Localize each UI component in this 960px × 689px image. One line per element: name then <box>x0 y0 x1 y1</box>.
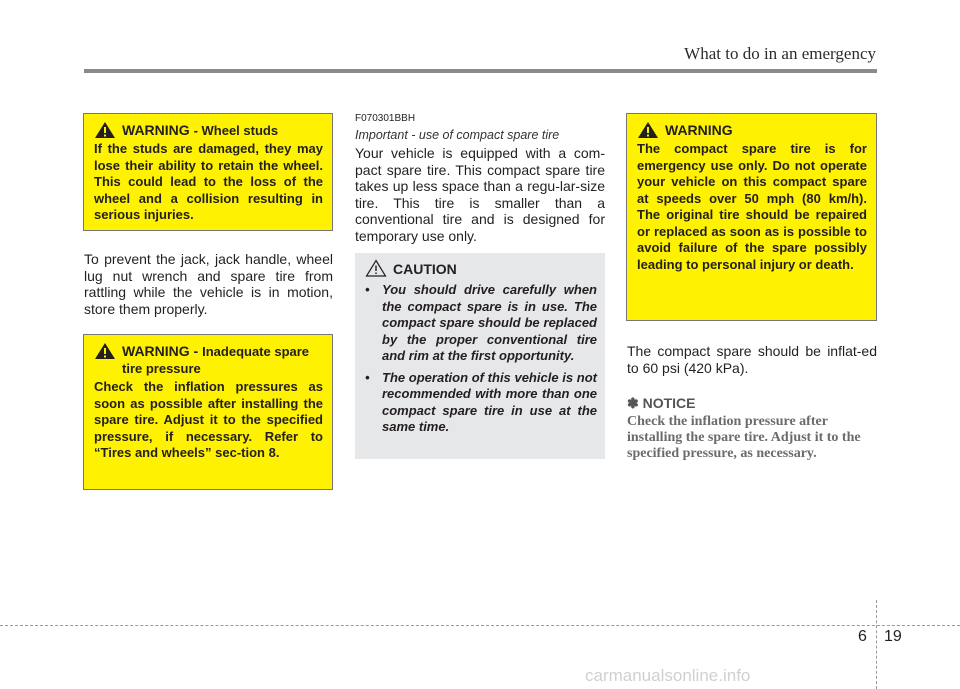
warning-label: WARNING <box>122 122 190 138</box>
warning-wheel-studs-box <box>83 113 333 231</box>
section-title: What to do in an emergency <box>684 44 876 63</box>
footer-rule <box>0 625 960 626</box>
caution-box <box>355 253 605 459</box>
warning-label: WARNING - <box>122 343 199 359</box>
warning-pressure-box <box>83 334 333 490</box>
page-number: 19 <box>884 628 902 645</box>
warning-title-row <box>94 122 323 139</box>
inflation-paragraph: The compact spare should be inflat-ed to 60 psi (420 kPa). <box>627 343 877 376</box>
warning-body: The compact spare tire is for emergency use only. Do not operate your vehicle on this compact spare at speeds over 50 mph (80 km/h). The original tire should be repaired or replaced as soon as is possible to avoid failure of the spare possibly leading to personal injury or death. <box>637 141 867 272</box>
warning-body: If the studs are damaged, they may lose their ability to retain the wheel. This could lead to the loss of the wheel and a collision resulting in serious injuries. <box>94 141 323 222</box>
warning-triangle-icon <box>637 121 659 139</box>
chapter-number: 6 <box>858 628 867 645</box>
warning-title-row <box>637 122 867 139</box>
footer-divider <box>876 600 877 689</box>
caution-item: • The operation of this vehicle is not recommended with more than one compact spare tire in use at the same time. <box>365 369 597 434</box>
header-rule <box>84 69 877 73</box>
warning-title-row <box>94 343 323 377</box>
warning-subtitle: - Wheel studs <box>193 123 279 138</box>
warning-triangle-icon <box>94 342 116 360</box>
notice-title: ✽ NOTICE <box>627 395 696 411</box>
caution-item: • You should drive carefully when the compact spare is in use. The compact spare should be replaced by the proper conventional tire and rim at the first opportunity. <box>365 282 597 363</box>
compact-spare-paragraph: Your vehicle is equipped with a com-pact spare tire. This compact spare tire takes up less space than a regu-lar-size tire. This tire is smaller than a conventional tire and is designed for temporary use only. <box>355 145 605 244</box>
warning-compact-spare-box <box>626 113 877 321</box>
caution-label: CAUTION <box>393 261 457 277</box>
caution-title-row <box>365 261 597 277</box>
subheading: Important - use of compact spare tire <box>355 128 560 142</box>
watermark: carmanualsonline.info <box>585 666 751 685</box>
warning-triangle-icon <box>94 121 116 139</box>
warning-body: Check the inflation pressures as soon as possible after installing the spare tire. Adjust it to the specified pressure, if necessary. Refer to “Tires and wheels” sec-tion 8. <box>94 379 323 460</box>
store-items-paragraph: To prevent the jack, jack handle, wheel lug nut wrench and spare tire from rattling while the vehicle is in motion, store them properly. <box>84 251 333 317</box>
warning-label: WARNING <box>665 122 733 138</box>
document-code: F070301BBH <box>355 113 416 124</box>
warning-subtitle: Inadequate spare tire pressure <box>122 344 310 376</box>
caution-triangle-icon <box>365 259 387 277</box>
notice-body: Check the inflation pressure after installing the spare tire. Adjust it to the specified pressure, as necessary. <box>627 414 861 461</box>
